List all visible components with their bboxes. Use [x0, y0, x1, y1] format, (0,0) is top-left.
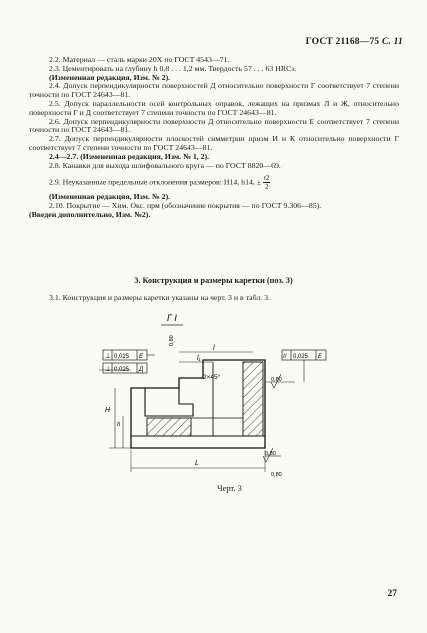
amendment-note: (Измененная редакция, Изм. № 2).: [49, 192, 171, 202]
roughness-top: 0,80: [169, 335, 175, 346]
tolerance-frame-1: [103, 350, 155, 360]
dimension-h: [105, 388, 131, 448]
paragraph-2-6: 2.6. Допуск перпендикулярности поверхности Д относительно поверхности Е соответствует 7 степени точности по ГОСТ 24643—81.: [29, 116, 399, 135]
paragraph-2-5: 2.5. Допуск параллельности осей контрольных оправок, лежащих на призмах Л и Ж, относительно поверхности Г и Д соответствует 7 степени точности по ГОСТ 24643—81.: [29, 98, 399, 117]
part-outline: [131, 360, 265, 448]
svg-text:Д: Д: [139, 367, 144, 373]
amendment-note: (Измененная редакция, Изм. № 2).: [49, 72, 171, 82]
section-title: 3. Конструкция и размеры каретки (поз. 3): [134, 276, 293, 285]
page-number: 27: [387, 589, 397, 599]
svg-text:Е: Е: [139, 354, 144, 360]
page-header: [306, 37, 403, 47]
paragraph-2-4: 2.4. Допуск перпендикулярности поверхностей Д относительно поверхности Г соответствует 7 степени точности по ГОСТ 24643—81.: [29, 81, 399, 100]
roughness-right: [265, 374, 295, 388]
dimension-l: [179, 345, 253, 352]
svg-text:Е: Е: [318, 354, 323, 360]
paragraph-2-9-text: 2.9. Неуказанные предельные отклонения размеров: H14, h14, ±: [49, 177, 262, 187]
header-gost: ГОСТ 21168—75: [305, 37, 380, 47]
paragraph-2-2: 2.2. Материал — сталь марки 20Х по ГОСТ 4543—71.: [49, 55, 230, 64]
fraction-denominator: 2: [264, 183, 269, 192]
svg-text:0,80: 0,80: [271, 377, 282, 383]
paragraph-2-7: 2.7. Допуск перпендикулярности плоскостей симметрии призм И и К относительно поверхности Г соответствует 7 степени точности по ГОСТ 24643—81.: [29, 134, 399, 152]
svg-text:0,025: 0,025: [114, 354, 130, 360]
svg-text:H: H: [105, 407, 111, 414]
svg-text:0,80: 0,80: [265, 451, 276, 457]
view-label: Г I: [167, 313, 177, 323]
paragraph-3-1: 3.1. Конструкция и размеры каретки указаны на черт. 3 и в табл. 3.: [49, 293, 270, 302]
roughness-bottom: [263, 448, 281, 462]
svg-text:⊥: ⊥: [105, 366, 112, 373]
svg-text:0,025: 0,025: [293, 354, 309, 360]
svg-text:h: h: [117, 422, 121, 428]
dimension-L: [131, 450, 265, 472]
paragraph-2-3: 2.3. Цементировать на глубину h 0,8 . . . 1,2 мм. Твердость 57 . . . 63 HRCэ.: [49, 63, 297, 73]
header-page: С. 11: [381, 37, 403, 47]
fraction-numerator: t2: [264, 174, 270, 183]
svg-text:l: l: [213, 345, 215, 352]
tolerance-frame-2: [103, 363, 147, 373]
amendment-note: 2.4—2.7. (Измененная редакция, Изм. № 1, 2).: [49, 151, 210, 161]
svg-text://: //: [283, 353, 287, 360]
text-block-3: [29, 294, 399, 303]
svg-text:0,025: 0,025: [114, 367, 130, 373]
svg-text:⊥: ⊥: [105, 353, 112, 360]
paragraph-2-10: 2.10. Покрытие — Хим. Окс. прм (обозначение покрытия — по ГОСТ 9.306—85).: [49, 201, 322, 211]
roughness-label: 0,80: [271, 472, 282, 478]
tolerance-frame-right: [282, 350, 326, 382]
svg-text:l₁: l₁: [197, 355, 201, 362]
tolerance-fraction: [263, 174, 270, 191]
svg-text:L: L: [195, 460, 199, 467]
chamfer-label: 2×45°: [203, 374, 221, 381]
drawing-3: [95, 308, 345, 480]
text-block-2: [29, 56, 399, 220]
dimension-l1: [179, 355, 213, 362]
paragraph-2-9: [29, 174, 399, 191]
paragraph-2-8: 2.8. Канавки для выхода шлифовального круга — по ГОСТ 8820—69.: [49, 160, 281, 170]
drawing-caption: Черт. 3: [217, 484, 242, 493]
amendment-note: (Введен дополнительно, Изм. №2).: [29, 209, 151, 219]
